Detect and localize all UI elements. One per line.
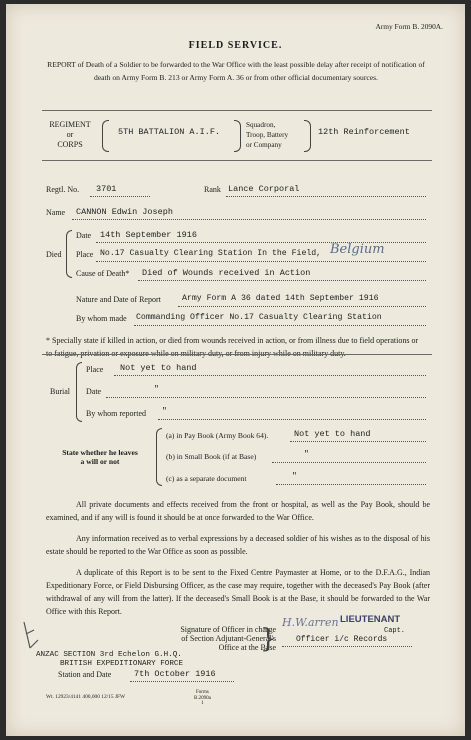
will-b-label: (b) in Small Book (if at Base) <box>166 452 257 461</box>
page-title: FIELD SERVICE. <box>188 40 283 51</box>
intro-text: REPORT of Death of a Soldier to be forwarded to the War Office with the least possible delay after receipt of notification of death on Army Form B. 213 or Army Form A. 36 or from other official documentary sources. <box>47 60 425 82</box>
name-label: Name <box>46 208 66 217</box>
station-date: 7th October 1916 <box>134 669 216 679</box>
regiment-value: 5TH BATTALION A.I.F. <box>118 127 221 137</box>
will-label: State whether he leaves a will or not <box>62 448 138 466</box>
form-number: Army Form B. 2090A. <box>375 22 443 31</box>
name-value: CANNON Edwin Joseph <box>76 207 173 217</box>
will-a-value: Not yet to hand <box>294 429 371 439</box>
burial-date-value: " <box>154 385 159 394</box>
burial-by-label: By whom reported <box>86 409 146 418</box>
nature-value: Army Form A 36 dated 14th September 1916 <box>182 294 379 303</box>
will-c-value: " <box>292 472 297 481</box>
signature-capt: Capt. <box>384 627 406 635</box>
will-c-label: (c) as a separate document <box>166 474 247 483</box>
rank-label: Rank <box>204 185 221 194</box>
place-value: No.17 Casualty Clearing Station In the Field, <box>100 249 322 258</box>
burial-place-value: Not yet to hand <box>120 363 197 373</box>
burial-by-value: " <box>162 407 167 416</box>
printer-code: Forms B.2090a 1 <box>194 690 211 706</box>
place-label: Place <box>76 250 94 259</box>
regiment-label: REGIMENT or CORPS <box>49 120 91 149</box>
nature-label: Nature and Date of Report <box>76 295 161 304</box>
by-whom-value: Commanding Officer No.17 Casualty Clearing Station <box>136 313 382 322</box>
date-value: 14th September 1916 <box>100 230 197 240</box>
by-whom-label: By whom made <box>76 314 127 323</box>
paragraph-verbal: Any information received as to verbal expressions by a deceased soldier of his wishes as to the disposal of his estate should be reported to the War Office as soon as possible. <box>46 534 430 556</box>
paragraph-documents: All private documents and effects received from the front or hospital, as well as the Pay Book, should be examined, and if any will is found it should be at once forwarded to the War Office. <box>46 500 430 522</box>
burial-label: Burial <box>50 387 70 396</box>
station-stamp: ANZAC SECTION 3rd Echelon G.H.Q. BRITISH EXPEDITIONARY FORCE <box>36 651 184 668</box>
squadron-label: Squadron, Troop, Battery or Company <box>246 121 289 149</box>
regtl-no-value: 3701 <box>96 184 117 194</box>
burial-date-label: Date <box>86 387 102 396</box>
died-label: Died <box>46 250 62 259</box>
signature-handwritten: H.W.arren <box>282 616 339 629</box>
signature-officer: Officer i/c Records <box>296 635 388 644</box>
printer-line: Wt. 12923/4141 400,000 12/15 JFW <box>46 694 126 700</box>
place-handwritten: Belgium <box>330 242 385 257</box>
regtl-no-label: Regtl. No. <box>46 185 80 194</box>
burial-place-label: Place <box>86 365 104 374</box>
station-label: Station and Date <box>58 670 112 679</box>
squadron-value: 12th Reinforcement <box>318 127 410 137</box>
paragraph-duplicate: A duplicate of this Report is to be sent to the Fixed Centre Paymaster at Home, or to the D.F.A.G., Indian Expeditionary Force, or Field Disbursing Officer, as the case may require, together with the deceased's Pay Book (after withdrawal of any will from the latter). If the deceased's Small Book is at the Base, it should be forwarded to the War Office with this Report. <box>46 568 430 616</box>
signature-brace: } <box>260 624 277 654</box>
document-page <box>6 4 465 736</box>
footnote: * Specially state if killed in action, or died from wounds received in action, or from illness due to field operations or to fatigue, privation or exposure while on military duty, or from injury while on military duty. <box>46 336 419 358</box>
cause-label: Cause of Death* <box>76 269 130 278</box>
date-label: Date <box>76 231 92 240</box>
will-b-value: " <box>304 450 309 459</box>
signature-label: Signature of Officer in charge of Section Adjutant-General's Office at the Base <box>180 625 276 652</box>
pen-mark-icon <box>20 618 42 654</box>
cause-value: Died of Wounds received in Action <box>142 268 311 278</box>
rank-value: Lance Corporal <box>228 184 300 194</box>
signature-rank-stamp: LIEUTENANT <box>340 614 401 625</box>
will-a-label: (a) in Pay Book (Army Book 64). <box>166 431 269 440</box>
